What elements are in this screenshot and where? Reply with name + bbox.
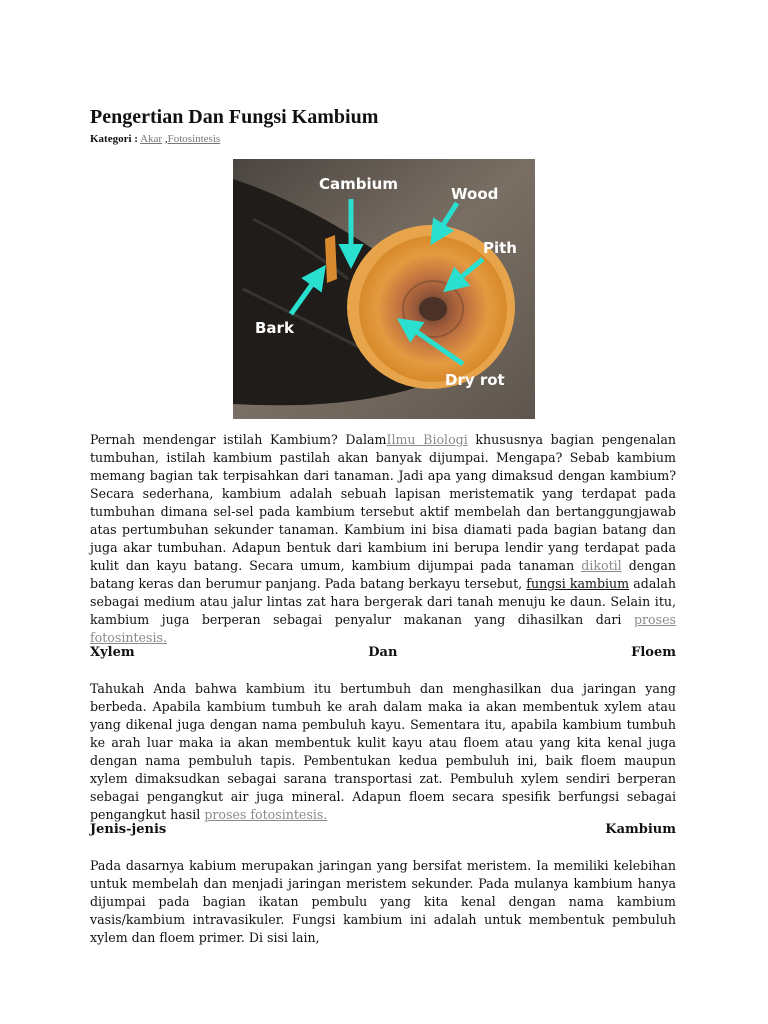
heading-word: Dan <box>368 645 398 660</box>
link-ilmu-biologi[interactable]: Ilmu Biologi <box>386 432 468 447</box>
text: adalah sebagai medium atau jalur lintas zat hara bergerak dari tanah menuju ke daun. Selain itu, kambium juga berperan sebagai penyalur makanan yang dihasilkan dari <box>90 576 676 627</box>
heading-word: Xylem <box>90 645 135 660</box>
link-fungsi-kambium[interactable]: fungsi kambium <box>526 576 630 591</box>
bark-flap <box>325 235 337 283</box>
section-heading-jenis-kambium <box>90 822 676 837</box>
pith-center <box>419 297 447 321</box>
category-link-fotosintesis[interactable]: Fotosintesis <box>167 133 221 145</box>
paragraph-jenis-kambium <box>90 857 676 947</box>
text: dengan batang keras dan berumur panjang. Pada batang berkayu tersebut, <box>90 558 676 591</box>
category-separator: , <box>162 133 168 145</box>
label-cambium: Cambium <box>319 175 398 193</box>
section-heading-xylem-floem <box>90 645 676 660</box>
label-pith: Pith <box>483 239 517 257</box>
label-dry-rot: Dry rot <box>445 371 505 389</box>
paragraph-xylem-floem <box>90 680 676 824</box>
category-link-akar[interactable]: Akar <box>140 133 163 145</box>
link-proses-fotosintesis-2[interactable]: proses fotosintesis. <box>204 807 328 822</box>
link-dikotil[interactable]: dikotil <box>581 558 622 573</box>
label-bark: Bark <box>255 319 294 337</box>
text: Pada dasarnya kabium merupakan jaringan yang bersifat meristem. Ia memiliki kelebihan untuk membelah dan menjadi jaringan meristem sekunder. Pada mulanya kambium hanya dijumpai pada bagian ikatan pembulu yang kita kenal dengan nama kambium vasis/kambium intravasikuler. Fungsi kambium ini adalah untuk membentuk pembuluh xylem dan floem primer. Di sisi lain, <box>90 858 676 945</box>
text: Pernah mendengar istilah Kambium? Dalam <box>90 432 387 447</box>
heading-word: Floem <box>631 645 676 660</box>
page-title: Pengertian Dan Fungsi Kambium <box>90 106 379 128</box>
cambium-stem-photo <box>233 159 535 419</box>
label-wood: Wood <box>451 185 499 203</box>
link-proses-fotosintesis[interactable]: proses fotosintesis. <box>90 612 676 645</box>
text: khususnya bagian pengenalan tumbuhan, istilah kambium pastilah akan banyak dijumpai. Mengapa? Sebab kambium memang bagian tak terpisahkan dari tanaman. Jadi apa yang dimaksud dengan kambium? Secara sederhana, kambium adalah sebuah lapisan meristematik yang terdapat pada tumbuhan dimana sel-sel pada kambium tersebut aktif membelah dan bertanggungjawab atas pertumbuhan sekunder tanaman. Kambium ini bisa diamati pada bagian batang dan juga akar tumbuhan. Adapun bentuk dari kambium ini berupa lendir yang terdapat pada kulit dan kayu batang. Secara umum, kambium dijumpai pada tanaman <box>90 432 676 573</box>
heading-word: Jenis-jenis <box>90 822 167 837</box>
paragraph-intro <box>90 431 676 647</box>
text: Tahukah Anda bahwa kambium itu bertumbuh dan menghasilkan dua jaringan yang berbeda. Apabila kambium tumbuh ke arah dalam maka ia akan membentuk xylem atau yang dikenal juga dengan nama pembuluh kayu. Sementara itu, apabila kambium tumbuh ke arah luar maka ia akan membentuk kulit kayu atau floem atau yang kita kenal juga dengan nama pembuluh tapis. Pembentukan kedua pembuluh ini, baik floem maupun xylem dimaksudkan sebagai sarana transportasi zat. Pembuluh xylem sendiri berperan sebagai pengangkut air juga mineral. Adapun floem secara spesifik berfungsi sebagai pengangkut hasil <box>90 681 676 822</box>
heading-word: Kambium <box>605 822 676 837</box>
category-line <box>90 133 220 145</box>
category-label: Kategori : <box>90 133 138 145</box>
